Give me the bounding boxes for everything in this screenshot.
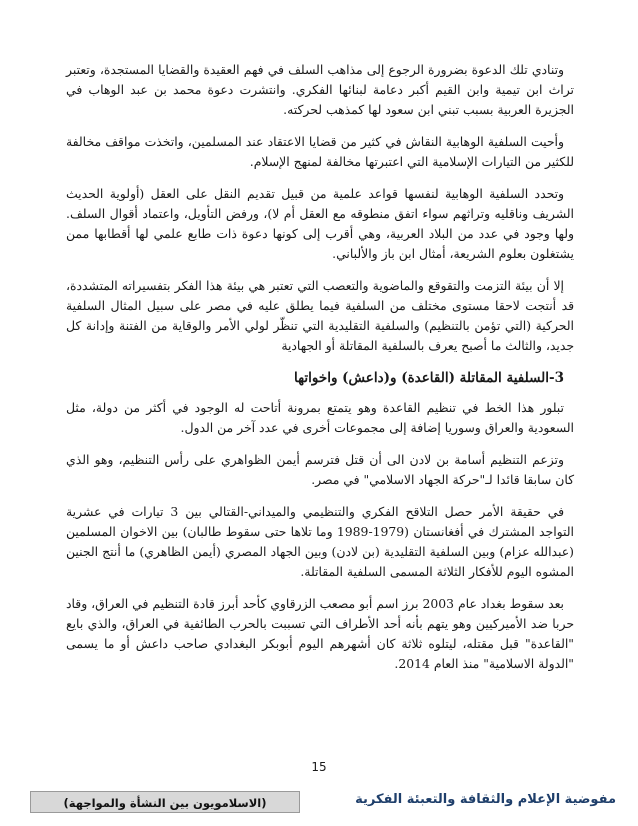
page-footer [0, 790, 638, 816]
page-number: 15 [311, 760, 327, 774]
footer-organization: مفوضية الإعلام والثقافة والتعبئة الفكرية [355, 792, 616, 807]
paragraph: وتزعم التنظيم أسامة بن لادن الى أن قتل فترسم أيمن الظواهري على رأس التنظيم، وهو الذي كان سابقا قائدا لـ"حركة الجهاد الاسلامي" في مصر. [66, 452, 574, 487]
paragraph: في حقيقة الأمر حصل التلاقح الفكري والتنظيمي والميداني-القتالي بين 3 تيارات في عشرية التواجد المشترك في أفغانستان (1979-1989 وما تلاها حتى سقوط طالبان) بين الاخوان المسلمين (عبدالله عزام) وبين السلفية التقليدية (بن لادن) وبين الجهاد المصري (أيمن الظاهري) ما أنتج الجنين المشوه اليوم للأفكار الثلاثة المسمى السلفية المقاتلة. [66, 504, 574, 579]
paragraph: إلا أن بيئة التزمت والتقوقع والماضوية والتعصب التي تعتبر هي بيئة هذا الفكر بتفسيراته المتشددة، قد أنتجت لاحقا مستوى مختلف من السلفية فيما يطلق عليه في مصر على سبيل المثال السلفية الحركية (التي تؤمن بالتنظيم) والسلفية التقليدية التي تنظّر لولي الأمر والوقاية من الفتنة وإدانة كل جديد، والثالث ما أصبح يعرف بالسلفية المقاتلة أو الجهادية [66, 278, 574, 353]
paragraph: بعد سقوط بغداد عام 2003 برز اسم أبو مصعب الزرقاوي كأحد أبرز قادة التنظيم في العراق، وقاد حربا ضد الأميركيين وهو يتهم بأنه أحد الأطراف التي تسببت بالحرب الطائفية في العراق، والذي بايع "القاعدة" قبل مقتله، ليتلوه ثلاثة كان أشهرهم اليوم أبوبكر البغدادي صاحب داعش أو ما يسمى "الدولة الاسلامية" منذ العام 2014. [66, 596, 574, 671]
paragraph: وتحدد السلفية الوهابية لنفسها قواعد علمية من قبيل تقديم النقل على العقل (أولوية الحديث الشريف وناقليه وتراثهم سواء اتفق منطوقه مع العقل أم لا)، ورفض التأويل، واعتماد أقوال السلف. ولها وجود في عدد من البلاد العربية، وهي أقرب إلى كونها دعوة ذات طابع علمي لها أقطابها ممن يشتغلون بعلوم الشريعة، أمثال ابن باز والألباني. [66, 186, 574, 261]
footer-book-title: (الاسلامويون بين النشأة والمواجهة) [30, 791, 300, 813]
paragraph: وتنادي تلك الدعوة بضرورة الرجوع إلى مذاهب السلف في فهم العقيدة والقضايا المستجدة، وتعتبر تراث ابن تيمية وابن القيم أكبر دعامة لبنائها الفكري. وانتشرت دعوة محمد بن عبد الوهاب في الجزيرة العربية بسبب تبني ابن سعود لها كمذهب لحركته. [66, 62, 574, 117]
paragraph: تبلور هذا الخط في تنظيم القاعدة وهو يتمتع بمرونة أتاحت له الوجود في أكثر من دولة، مثل السعودية والعراق وسوريا إضافة إلى مجموعات أخرى في عدد آخر من الدول. [66, 400, 574, 435]
page-content [66, 60, 574, 686]
paragraph: وأحيت السلفية الوهابية النقاش في كثير من قضايا الاعتقاد عند المسلمين، واتخذت مواقف مخالفة للكثير من التيارات الإسلامية التي اعتبرتها مخالفة لمنهج الإسلام. [66, 134, 574, 169]
section-heading: 3-السلفية المقاتلة (القاعدة) و(داعش) واخواتها [294, 370, 564, 386]
